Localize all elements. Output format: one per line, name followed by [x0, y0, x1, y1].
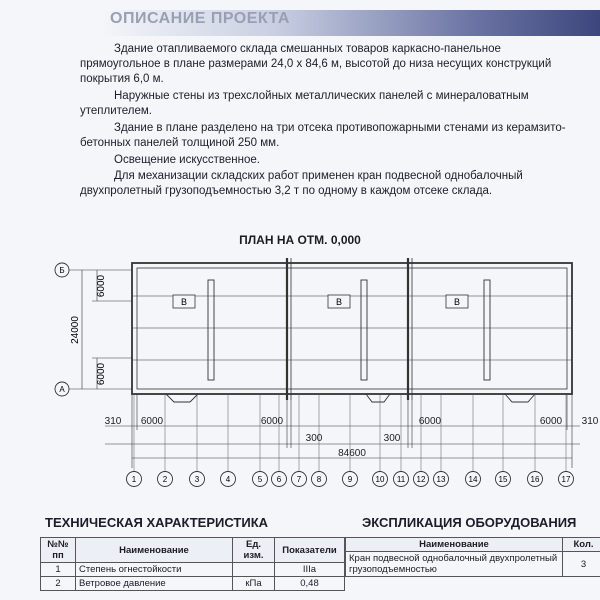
- equipment-table: [345, 537, 600, 577]
- table-row: Кран подвесной однобалочный двухпролетный грузоподъемностью 3: [346, 552, 600, 577]
- column-axis-label: 2: [162, 475, 168, 484]
- dim-bay: 6000: [539, 416, 563, 427]
- dim-bay: 6000: [260, 416, 284, 427]
- row-axis-label: Б: [59, 266, 65, 275]
- paragraph-compartments: Здание в плане разделено на три отсека противопожарными стенами из керамзито-бетонных панелей толщиной 250 мм.: [80, 122, 566, 149]
- column-axis-label: 15: [498, 475, 508, 484]
- compartment-label: B: [335, 297, 343, 307]
- column-axis-label: 17: [561, 475, 571, 484]
- dim-right-offset: 310: [581, 416, 599, 427]
- building-inner-outline: [137, 268, 567, 389]
- col-header: Показатели: [275, 538, 345, 563]
- row-axis-label: A: [59, 385, 65, 394]
- plan-title: ПЛАН НА ОТМ. 0,000: [239, 233, 361, 247]
- column-axis-label: 6: [276, 475, 282, 484]
- compartment-label: B: [180, 297, 188, 307]
- column-axis-label: 13: [436, 475, 446, 484]
- column-axis-label: 16: [530, 475, 540, 484]
- dim-top-bay: 6000: [96, 274, 107, 298]
- column-axis-label: 12: [416, 475, 426, 484]
- gate-canopy: [366, 394, 390, 402]
- table-row: 2 Ветровое давление кПа 0,48: [41, 577, 345, 591]
- building-outline: [132, 263, 572, 394]
- column-axis-label: 14: [468, 475, 478, 484]
- dim-left-offset: 310: [104, 416, 122, 427]
- equipment-table-title: ЭКСПЛИКАЦИЯ ОБОРУДОВАНИЯ: [362, 515, 577, 530]
- crane-beam: [361, 280, 367, 380]
- table-row: 1 Степень огнестойкости IIIa: [41, 563, 345, 577]
- crane-beam: [484, 280, 490, 380]
- col-header: Ед. изм.: [233, 538, 275, 563]
- dim-total: 84600: [338, 448, 366, 459]
- dim-bottom-bay: 6000: [96, 362, 107, 386]
- tech-table: [40, 537, 345, 591]
- paragraph-building: Здание отапливаемого склада смешанных товаров каркасно-панельное прямоугольное в плане размерами 24,0 x 84,6 м, высотой до низа несущих конструкций покрытия 6,0 м.: [80, 43, 552, 85]
- column-axis-label: 1: [131, 475, 137, 484]
- column-axis-label: 11: [396, 475, 406, 484]
- tech-table-title: ТЕХНИЧЕСКАЯ ХАРАКТЕРИСТИКА: [45, 515, 269, 530]
- dim-width: 24000: [70, 316, 81, 344]
- column-axis-label: 4: [225, 475, 231, 484]
- compartment-label: B: [453, 297, 461, 307]
- paragraph-crane: Для механизации складских работ применен кран подвесной однобалочный двухпролетный грузоподъемностью 3,2 т по одному в каждом отсеке склада.: [80, 170, 523, 197]
- column-axis-label: 10: [375, 475, 385, 484]
- col-header: Наименование: [76, 538, 233, 563]
- column-axis-label: 9: [347, 475, 353, 484]
- paragraph-lighting: Освещение искусственное.: [114, 154, 260, 166]
- column-axis-label: 7: [296, 475, 302, 484]
- column-axis-label: 5: [257, 475, 263, 484]
- section-title: ОПИСАНИЕ ПРОЕКТА: [110, 10, 290, 27]
- dim-bay: 6000: [418, 416, 442, 427]
- column-axis-label: 3: [194, 475, 200, 484]
- dim-bay: 6000: [140, 416, 164, 427]
- gate-canopy: [166, 394, 198, 402]
- crane-beam: [208, 280, 214, 380]
- gate-canopy: [505, 394, 535, 402]
- col-header: Кол.: [563, 538, 600, 552]
- col-header: №№ пп: [41, 538, 76, 563]
- dim-wall-gap: 300: [305, 433, 323, 444]
- floor-plan: [0, 250, 600, 512]
- col-header: Наименование: [346, 538, 563, 552]
- dim-wall-gap: 300: [383, 433, 401, 444]
- column-axis-label: 8: [316, 475, 322, 484]
- paragraph-walls: Наружные стены из трехслойных металлических панелей с минераловатным утеплителем.: [80, 90, 529, 117]
